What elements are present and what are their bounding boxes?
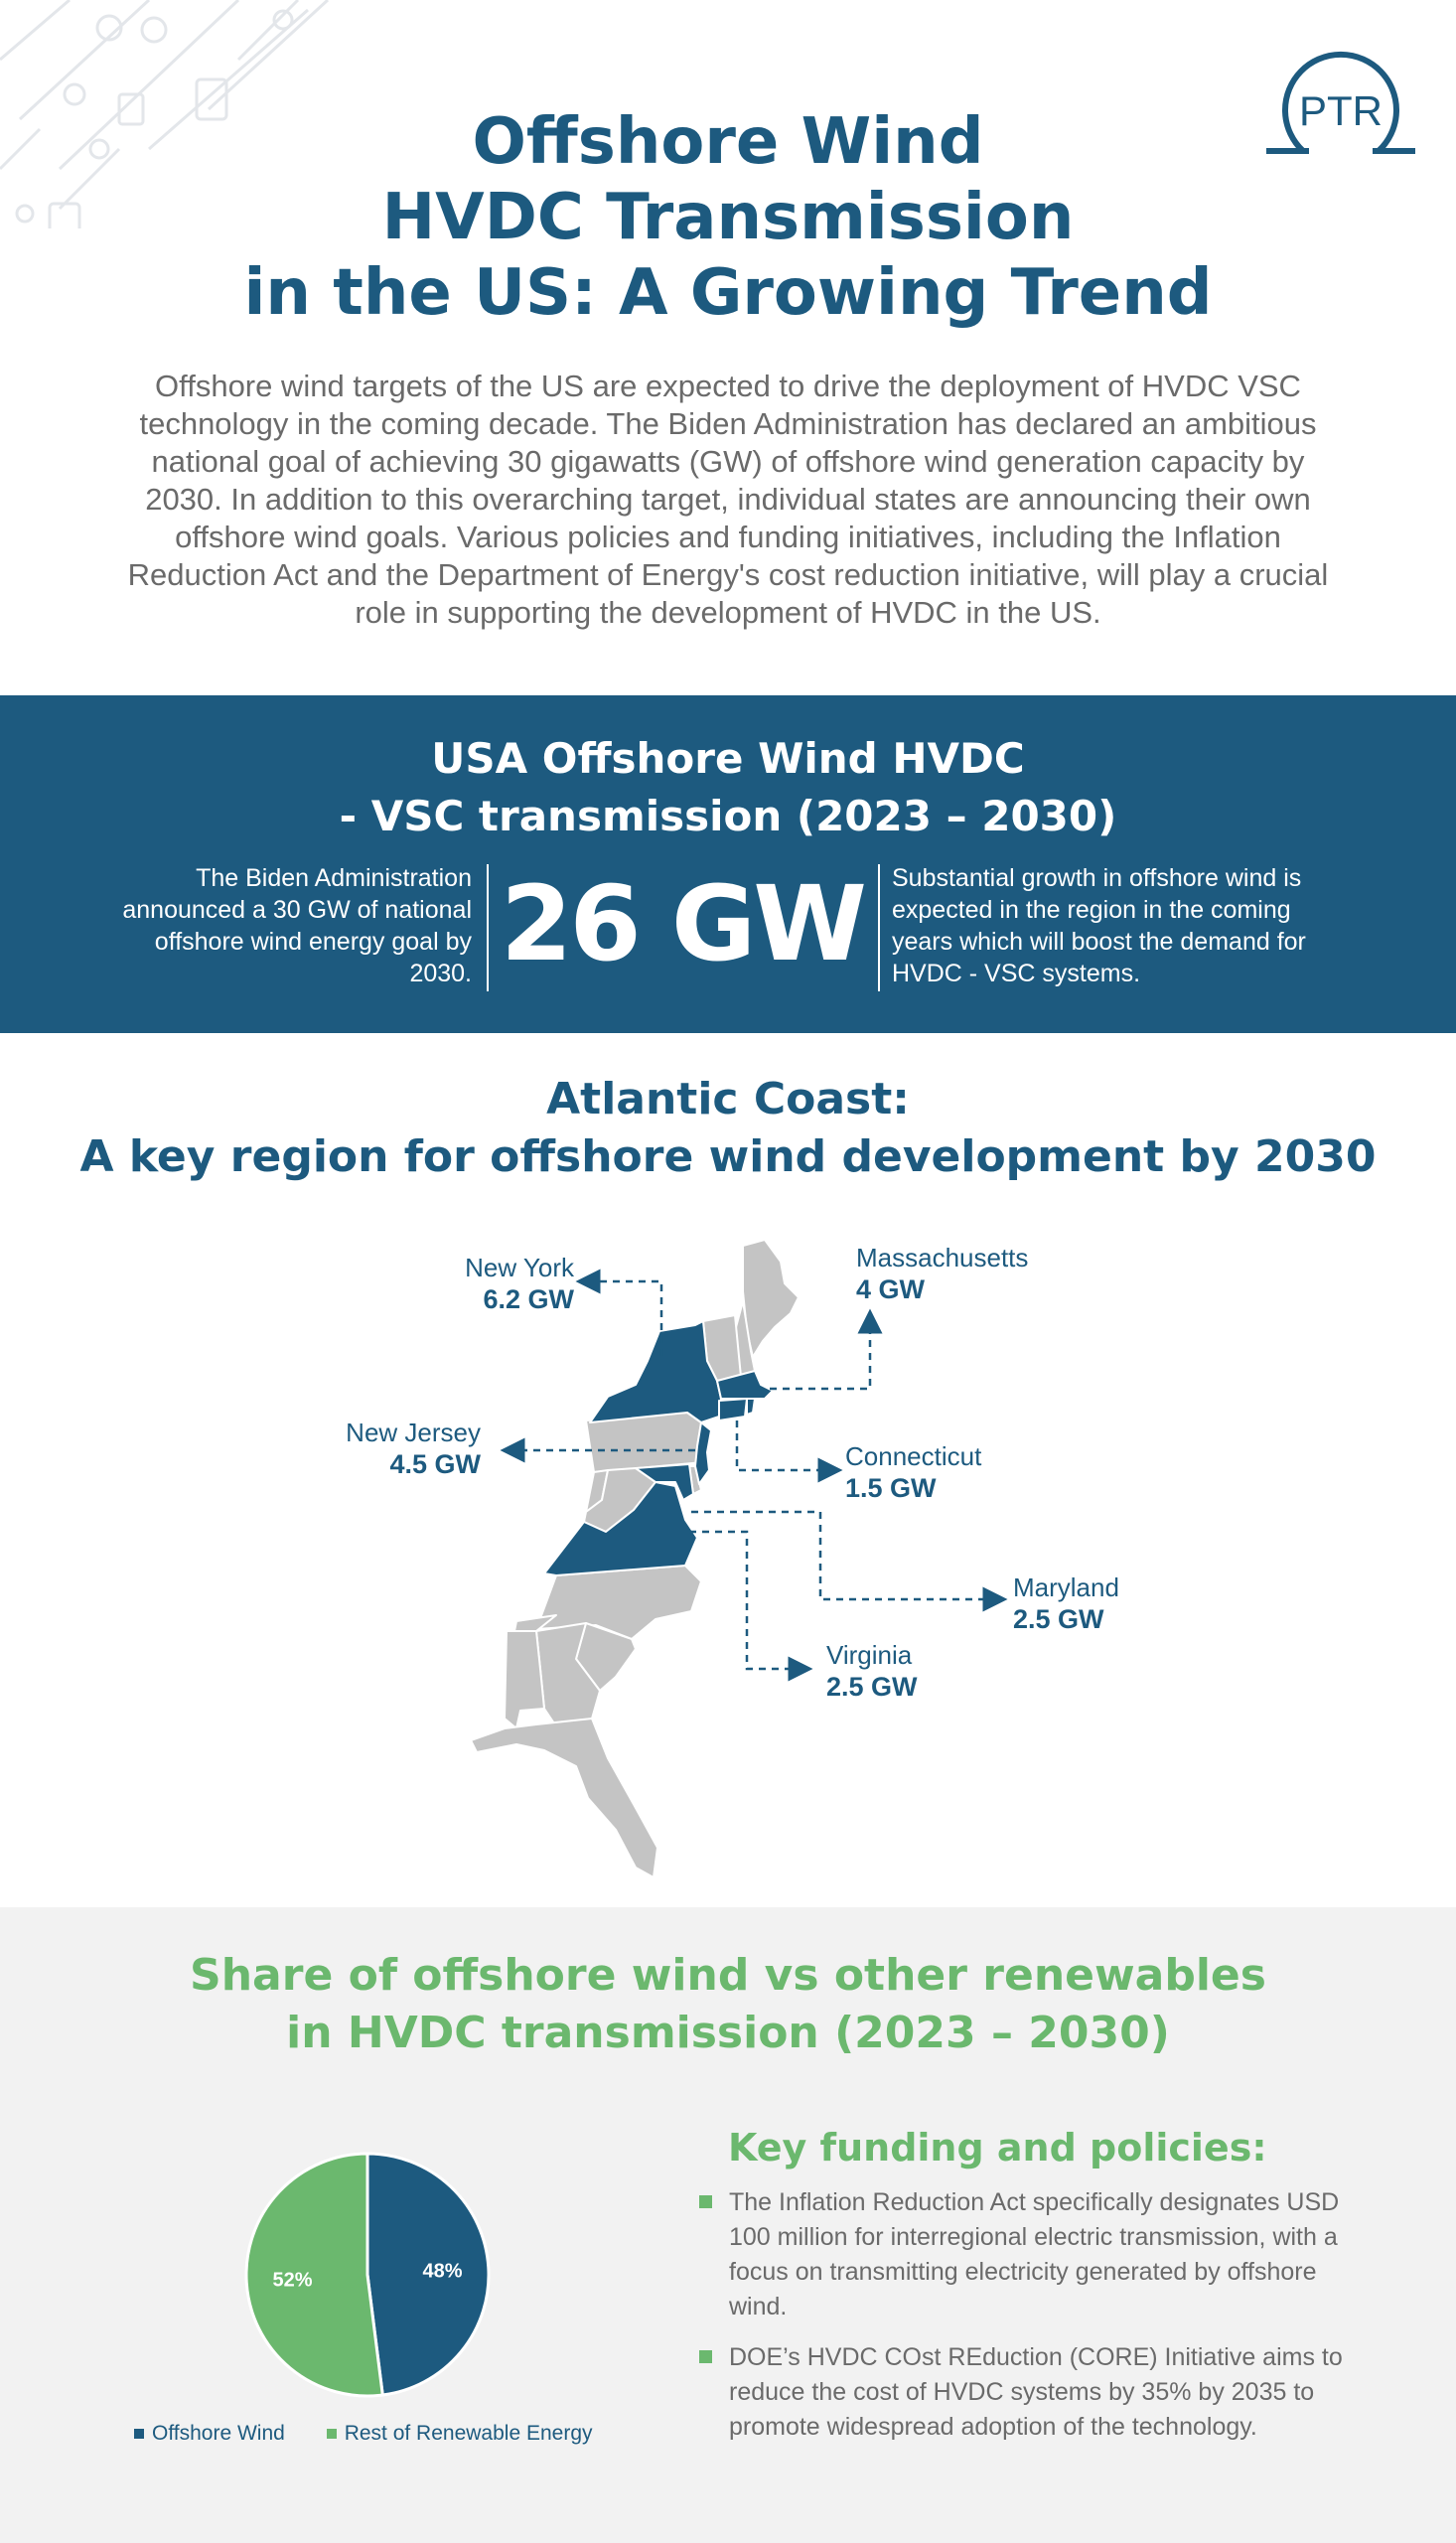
- label-maryland-name: Maryland: [1013, 1572, 1119, 1602]
- divider-right: [878, 864, 880, 991]
- funding-item: [699, 2340, 1355, 2445]
- east-coast-map: [0, 1222, 1456, 1897]
- legend-label-rest: Rest of Renewable Energy: [344, 2422, 593, 2445]
- map-graphic: [0, 1222, 1456, 1897]
- state-florida: [471, 1719, 657, 1877]
- label-massachusetts-name: Massachusetts: [856, 1243, 1029, 1272]
- share-section: [0, 1907, 1456, 2543]
- legend-label-offshore: Offshore Wind: [152, 2422, 285, 2445]
- band-left-text: The Biden Administration announced a 30 GW of national offshore wind energy goal by 2030.: [122, 864, 472, 987]
- label-virginia-name: Virginia: [826, 1640, 913, 1670]
- bullet-square-icon: [699, 2195, 712, 2208]
- funding-item-text: The Inflation Reduction Act specifically designates USD 100 million for interregional electric transmission, with a focus on transmitting electricity generated by offshore wind.: [729, 2188, 1340, 2320]
- funding-item: [699, 2185, 1355, 2324]
- label-connecticut-name: Connecticut: [845, 1441, 982, 1471]
- state-maine: [743, 1240, 799, 1357]
- share-title-line-1: Share of offshore wind vs other renewables: [190, 1950, 1266, 2001]
- band-right-text: Substantial growth in offshore wind is expected in the region in the coming years which will boost the demand for HVDC - VSC systems.: [892, 864, 1306, 987]
- atlantic-title-line-1: Atlantic Coast:: [546, 1074, 910, 1124]
- bullet-square-icon: [699, 2350, 712, 2363]
- state-connecticut: [719, 1399, 747, 1421]
- intro-paragraph: Offshore wind targets of the US are expected to drive the deployment of HVDC VSC technology in the coming decade. The Biden Administration has declared an ambitious national goal of achieving 30 gigawatts (GW) of offshore wind generation capacity by 2030. In addition to this overarching target, individual states are announcing their own offshore wind goals. Various policies and funding initiatives, including the Inflation Reduction Act and the Department of Energy's cost reduction initiative, will play a crucial role in supporting the development of HVDC in the US.: [127, 369, 1329, 630]
- band-title-line-2: - VSC transmission (2023 – 2030): [339, 792, 1117, 840]
- pie-label-0: 48%: [422, 2260, 463, 2283]
- label-new-jersey-name: New Jersey: [346, 1418, 481, 1447]
- pie-label-1: 52%: [272, 2269, 313, 2292]
- label-massachusetts-value: 4 GW: [856, 1274, 926, 1304]
- arrow-massachusetts: [757, 1321, 870, 1389]
- funding-title: Key funding and policies:: [728, 2126, 1267, 2169]
- pie-slice-1: [246, 2154, 382, 2396]
- label-connecticut-value: 1.5 GW: [845, 1473, 937, 1503]
- page-title: [0, 104, 1456, 331]
- band-title-line-1: USA Offshore Wind HVDC: [431, 734, 1025, 783]
- label-maryland-value: 2.5 GW: [1013, 1604, 1104, 1634]
- legend-swatch-offshore: [134, 2429, 144, 2439]
- funding-list: [699, 2185, 1355, 2461]
- state-alabama: [505, 1631, 544, 1728]
- label-new-york-value: 6.2 GW: [483, 1284, 574, 1314]
- legend-item-rest: [327, 2422, 593, 2446]
- logo-text: PTR: [1299, 87, 1383, 134]
- atlantic-title: [0, 1071, 1456, 1186]
- arrow-maryland: [691, 1512, 995, 1599]
- legend-swatch-rest: [327, 2429, 337, 2439]
- share-title-line-2: in HVDC transmission (2023 – 2030): [286, 2008, 1170, 2058]
- title-line-2: HVDC Transmission: [381, 181, 1075, 254]
- pie-legend: [134, 2422, 629, 2446]
- atlantic-title-line-2: A key region for offshore wind development by 2030: [79, 1131, 1377, 1182]
- capacity-band: [0, 695, 1456, 1033]
- arrow-virginia: [689, 1532, 801, 1669]
- legend-item-offshore: [134, 2422, 285, 2446]
- label-new-jersey-value: 4.5 GW: [389, 1449, 481, 1479]
- state-rhode-island: [747, 1399, 755, 1415]
- funding-item-text: DOE’s HVDC COst REduction (CORE) Initiative aims to reduce the cost of HVDC systems by 35% by 2035 to promote widespread adoption of the technology.: [729, 2343, 1343, 2441]
- state-new-york: [590, 1321, 721, 1422]
- title-line-3: in the US: A Growing Trend: [243, 256, 1213, 330]
- title-line-1: Offshore Wind: [472, 105, 984, 179]
- share-title: [0, 1947, 1456, 2062]
- band-title: [0, 730, 1456, 845]
- arrow-new-york: [588, 1281, 661, 1356]
- share-pie-chart: [228, 2146, 507, 2404]
- arrow-connecticut: [737, 1421, 830, 1470]
- capacity-value: 26 GW: [500, 863, 864, 984]
- label-new-york-name: New York: [465, 1253, 574, 1282]
- label-virginia-value: 2.5 GW: [826, 1672, 918, 1702]
